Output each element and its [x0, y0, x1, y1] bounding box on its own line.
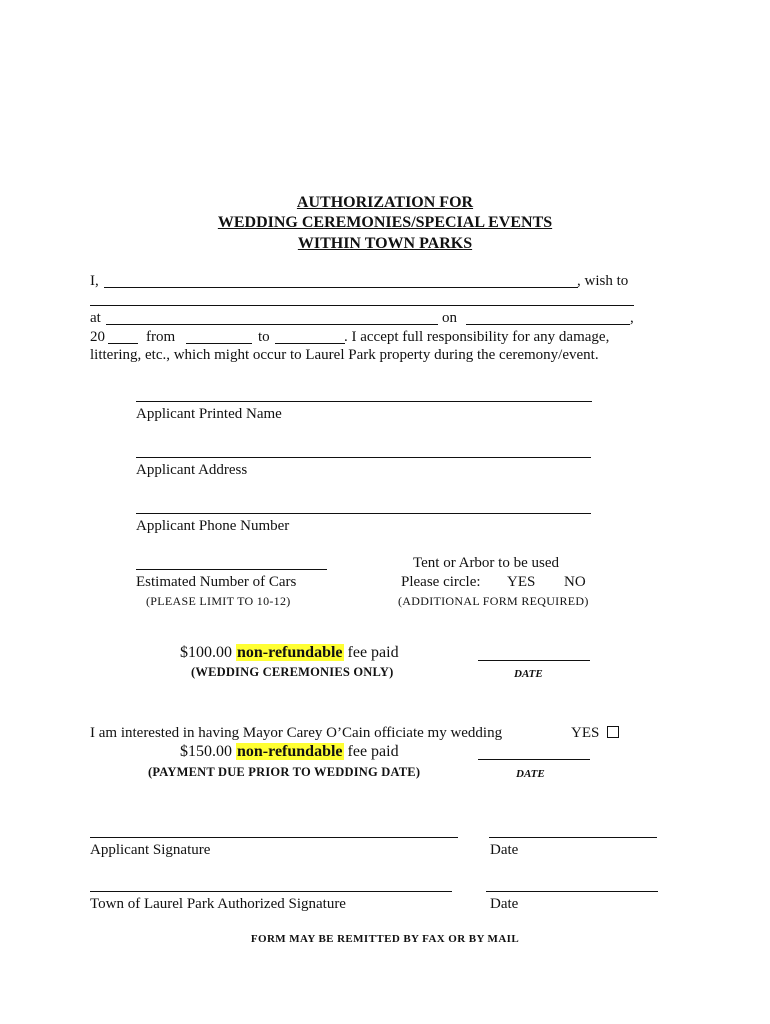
tent-circle-label: Please circle: — [401, 574, 481, 590]
fee1-date-line[interactable] — [478, 660, 590, 661]
fee1-date-label: DATE — [514, 668, 543, 680]
fee2-fee-paid: fee paid — [347, 743, 399, 760]
at-label: at — [90, 310, 101, 326]
applicant-date-label: Date — [490, 842, 519, 858]
fee2-amount: $150.00 — [180, 743, 232, 760]
cars-line[interactable] — [136, 569, 327, 570]
from-label: from — [146, 329, 176, 345]
location-blank[interactable] — [90, 305, 634, 306]
fee2-line — [180, 742, 399, 762]
tent-no-option[interactable]: NO — [564, 574, 586, 590]
applicant-signature-label: Applicant Signature — [90, 842, 211, 858]
cars-note: (PLEASE LIMIT TO 10-12) — [146, 594, 291, 608]
year-prefix: 20 — [90, 329, 105, 345]
fee1-nonrefundable: non-refundable — [237, 644, 343, 661]
title-line-2: WEDDING CEREMONIES/SPECIAL EVENTS — [217, 214, 553, 231]
fee1-note: (WEDDING CEREMONIES ONLY) — [191, 665, 394, 679]
fee2-date-label: DATE — [516, 768, 545, 780]
town-signature-line[interactable] — [90, 891, 452, 892]
i-label: I, — [90, 273, 99, 289]
applicant-phone-label: Applicant Phone Number — [136, 518, 290, 534]
applicant-date-line[interactable] — [489, 837, 657, 838]
at-blank[interactable] — [106, 324, 438, 325]
footer-note: FORM MAY BE REMITTED BY FAX OR BY MAIL — [250, 933, 520, 945]
fee1-fee-paid: fee paid — [347, 644, 399, 661]
town-signature-label: Town of Laurel Park Authorized Signature — [90, 896, 346, 912]
wish-to-label: , wish to — [577, 273, 629, 289]
from-time-blank[interactable] — [186, 343, 252, 344]
fee2-nonrefundable: non-refundable — [237, 743, 343, 760]
applicant-address-line[interactable] — [136, 457, 591, 458]
applicant-signature-line[interactable] — [90, 837, 458, 838]
town-date-line[interactable] — [486, 891, 658, 892]
mayor-yes-checkbox[interactable] — [607, 726, 619, 738]
fee1-amount: $100.00 — [180, 644, 232, 661]
fee2-date-line[interactable] — [478, 759, 590, 760]
applicant-phone-line[interactable] — [136, 513, 591, 514]
fee2-note: (PAYMENT DUE PRIOR TO WEDDING DATE) — [148, 765, 421, 779]
to-time-blank[interactable] — [275, 343, 345, 344]
on-label: on — [442, 310, 457, 326]
applicant-name-line[interactable] — [136, 401, 592, 402]
on-date-blank[interactable] — [466, 324, 630, 325]
tent-yes-option[interactable]: YES — [507, 574, 536, 590]
mayor-yes-label: YES — [571, 725, 600, 741]
mayor-interest-text: I am interested in having Mayor Carey O’Cain officiate my wedding — [90, 725, 503, 741]
applicant-address-label: Applicant Address — [136, 462, 248, 478]
responsibility-text-cont: littering, etc., which might occur to Laurel Park property during the ceremony/event. — [90, 347, 599, 363]
title-line-3: WITHIN TOWN PARKS — [297, 235, 473, 252]
tent-note: (ADDITIONAL FORM REQUIRED) — [398, 594, 589, 608]
responsibility-text: . I accept full responsibility for any damage, — [344, 329, 610, 345]
mayor-yes — [571, 724, 619, 742]
cars-label: Estimated Number of Cars — [136, 574, 297, 590]
year-blank[interactable] — [108, 343, 138, 344]
title-line-1: AUTHORIZATION FOR — [296, 194, 474, 211]
tent-label: Tent or Arbor to be used — [413, 555, 560, 571]
to-label: to — [258, 329, 270, 345]
applicant-name-label: Applicant Printed Name — [136, 406, 282, 422]
town-date-label: Date — [490, 896, 519, 912]
name-blank[interactable] — [104, 287, 578, 288]
fee1-line — [180, 643, 399, 663]
comma: , — [630, 310, 634, 326]
